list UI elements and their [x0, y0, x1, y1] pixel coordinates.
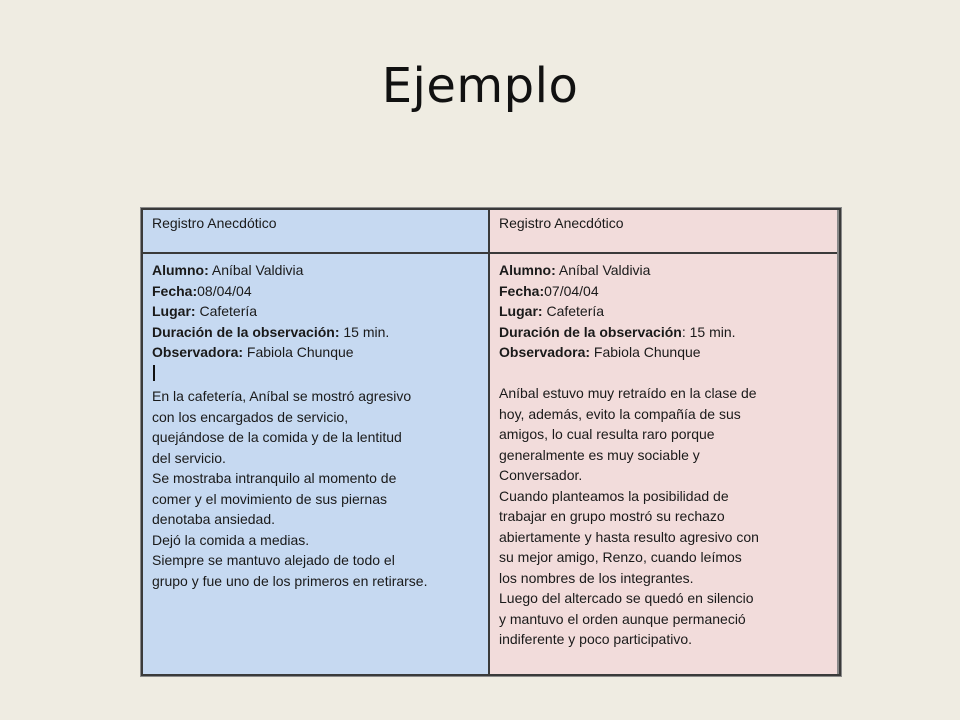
text-line: abiertamente y hasta resulto agresivo con	[499, 528, 759, 545]
field-label: Alumno:	[499, 262, 556, 278]
text-line: hoy, además, evito la compañía de sus	[499, 405, 741, 422]
text-line: y mantuvo el orden aunque permaneció	[499, 610, 746, 627]
text-line: quejándose de la comida y de la lentitud	[152, 429, 402, 445]
field-observadora	[499, 342, 828, 363]
text-line: con los encargados de servicio,	[152, 408, 349, 425]
text-line: amigos, lo cual resulta raro porque	[499, 426, 715, 442]
field-value: 15 min.	[339, 323, 390, 340]
field-value: : 15 min.	[681, 323, 736, 340]
record-left	[143, 210, 490, 674]
field-label: Lugar:	[152, 303, 196, 319]
text-cursor-icon	[153, 365, 155, 381]
field-value: Cafetería	[195, 303, 258, 319]
field-value: 08/04/04	[197, 282, 252, 299]
text-line: Siempre se mantuvo alejado de todo el	[152, 552, 395, 568]
field-fecha	[152, 281, 479, 302]
field-alumno	[499, 260, 828, 281]
field-value: Aníbal Valdivia	[208, 262, 304, 278]
text-line: trabajar en grupo mostró su rechazo	[499, 508, 725, 524]
text-line: del servicio.	[152, 449, 226, 466]
field-value: Fabiola Chunque	[243, 344, 354, 360]
text-line: Cuando planteamos la posibilidad de	[499, 487, 729, 504]
field-label: Duración de la observación:	[152, 323, 340, 340]
field-value: Fabiola Chunque	[590, 344, 701, 360]
text-line: indiferente y poco participativo.	[499, 631, 692, 647]
field-lugar	[499, 301, 828, 322]
field-duracion	[152, 322, 479, 343]
text-line: comer y el movimiento de sus piernas	[152, 490, 387, 507]
field-value: 07/04/04	[544, 282, 599, 299]
slide-title: Ejemplo	[381, 58, 579, 114]
text-line: Dejó la comida a medias.	[152, 531, 310, 548]
text-cursor-line	[152, 363, 479, 387]
text-line: Luego del altercado se quedó en silencio	[499, 590, 754, 606]
blank-line	[499, 363, 828, 384]
text-line: Se mostraba intranquilo al momento de	[152, 470, 397, 486]
anecdotal-records-table	[141, 208, 841, 676]
field-observadora	[152, 342, 479, 363]
text-line: generalmente es muy sociable y	[499, 446, 700, 463]
field-fecha	[499, 281, 828, 302]
record-body	[490, 254, 837, 656]
field-label: Observadora:	[499, 344, 591, 360]
record-header: Registro Anecdótico	[490, 210, 837, 254]
text-line: los nombres de los integrantes.	[499, 569, 694, 586]
record-header: Registro Anecdótico	[143, 210, 488, 254]
text-line: Conversador.	[499, 467, 583, 483]
field-duracion	[499, 322, 828, 343]
text-line: su mejor amigo, Renzo, cuando leímos	[499, 549, 742, 565]
field-label: Alumno:	[152, 262, 209, 278]
field-label: Observadora:	[152, 344, 244, 360]
text-line: denotaba ansiedad.	[152, 511, 275, 527]
record-body	[143, 254, 488, 597]
field-label: Lugar:	[499, 303, 543, 319]
field-lugar	[152, 301, 479, 322]
field-value: Aníbal Valdivia	[555, 262, 651, 278]
text-line: Aníbal estuvo muy retraído en la clase de	[499, 385, 757, 401]
text-line: En la cafetería, Aníbal se mostró agresivo	[152, 388, 412, 404]
field-alumno	[152, 260, 479, 281]
record-right	[490, 210, 837, 674]
field-label: Fecha:	[499, 282, 545, 299]
field-value: Cafetería	[542, 303, 605, 319]
text-line: grupo y fue uno de los primeros en retirarse.	[152, 572, 428, 589]
field-label: Fecha:	[152, 282, 198, 299]
field-label: Duración de la observación	[499, 323, 682, 340]
